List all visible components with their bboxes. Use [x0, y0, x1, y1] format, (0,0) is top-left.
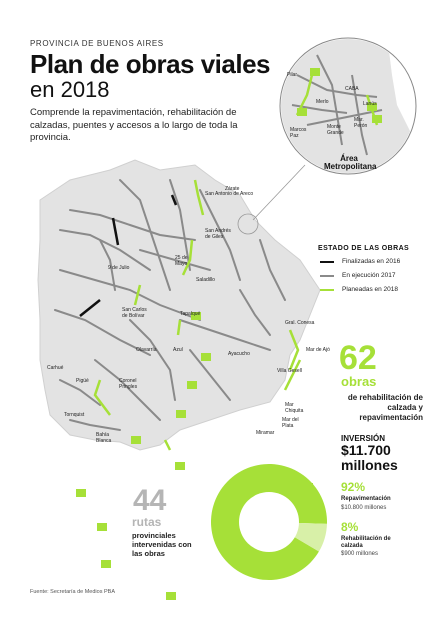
page-title: Plan de obras viales — [30, 49, 271, 79]
legend-label: Finalizadas en 2016 — [342, 258, 401, 265]
map-label-bahia: Bahía Blanca — [96, 432, 112, 444]
legend-label: En ejecución 2017 — [342, 272, 396, 279]
legend-item-planned — [320, 286, 398, 293]
inversion-label: INVERSIÓN — [341, 434, 386, 443]
legend-swatch — [320, 275, 334, 277]
map-label-san-antonio: San Antonio de Areco — [205, 191, 254, 197]
map-label-azul: Azul — [173, 347, 183, 353]
map-label-giles: San Andrés de Giles — [205, 228, 231, 240]
legend-item-in-progress — [320, 272, 396, 279]
obras-word: obras — [341, 374, 377, 389]
inset-label-lanus: Lanús — [363, 101, 377, 107]
donut-amount-1: $10.800 millones — [341, 505, 387, 511]
donut-pct-2: 8% — [341, 520, 359, 534]
map-label-miramar: Miramar — [256, 430, 275, 436]
legend-item-finished — [320, 258, 400, 265]
donut-amount-2: $900 millones — [341, 551, 379, 557]
inset-label-caba: CABA — [345, 86, 359, 92]
inset-area-label: Área Metropolitana — [324, 154, 377, 171]
inset-label-monte-grande: Monte Grande — [327, 124, 344, 136]
map-label-mdp: Mar del Plata — [282, 417, 299, 429]
legend-title: ESTADO DE LAS OBRAS — [318, 245, 410, 252]
legend-swatch — [320, 261, 334, 263]
obras-number: 62 — [339, 339, 377, 377]
map-label-chiquita: Mar Chiquita — [285, 402, 304, 414]
inset-label-merlo: Merlo — [316, 99, 329, 105]
donut-pct-1: 92% — [341, 480, 366, 494]
donut-label-2: Rehabilitación de calzada — [341, 536, 391, 549]
map-label-ayacucho: Ayacucho — [228, 351, 250, 357]
province-shape — [38, 160, 320, 450]
map-label-zarate: Zárate — [225, 186, 240, 192]
kicker: PROVINCIA DE BUENOS AIRES — [30, 39, 164, 48]
inversion-value: $11.700 millones — [341, 442, 398, 473]
rutas-description: provinciales intervenidas con las obras — [132, 531, 192, 558]
lead-paragraph: Comprende la repavimentación, rehabilitación de calzadas, puentes y accesos a lo largo de toda la provincia. — [30, 107, 238, 143]
inset-label-pilar: Pilar — [287, 72, 298, 78]
legend-swatch — [320, 289, 334, 291]
map-label-pigue: Pigüé — [76, 378, 89, 384]
map-label-tapalque: Tapalqué — [180, 311, 201, 317]
map-label-9-julio: 9 de Julio — [108, 265, 130, 271]
map-label-saladillo: Saladillo — [196, 277, 215, 283]
rutas-number: 44 — [133, 484, 167, 517]
legend-label: Planeadas en 2018 — [342, 286, 399, 293]
inset-label-peron: Mar. Perón — [354, 117, 368, 129]
inset-label-marcos-paz: Marcos Paz — [290, 127, 307, 139]
map-label-25-mayo: 25 de Mayo — [175, 255, 188, 267]
donut-hole — [239, 492, 299, 552]
map-label-olavarria: Olavarría — [136, 347, 157, 353]
source-note: Fuente: Secretaría de Medios PBA — [30, 589, 115, 595]
map-label-tornquist: Tornquist — [64, 412, 85, 418]
map-label-conesa: Gral. Conesa — [285, 320, 315, 326]
map-label-mar-de-ajo: Mar de Ajó — [306, 347, 330, 353]
page-title-year: en 2018 — [30, 77, 110, 102]
map-label-gesell: Villa Gesell — [277, 368, 302, 374]
rutas-word: rutas — [132, 515, 162, 529]
map-label-carhue: Carhué — [47, 365, 64, 371]
investment-donut — [209, 462, 329, 582]
map-label-bolivar: San Carlos de Bolívar — [122, 307, 147, 319]
donut-label-1: Repavimentación — [341, 496, 391, 502]
map-label-pringles: Coronel Pringles — [119, 378, 138, 390]
obras-description: de rehabilitación de calzada y repavimentación — [347, 393, 423, 422]
